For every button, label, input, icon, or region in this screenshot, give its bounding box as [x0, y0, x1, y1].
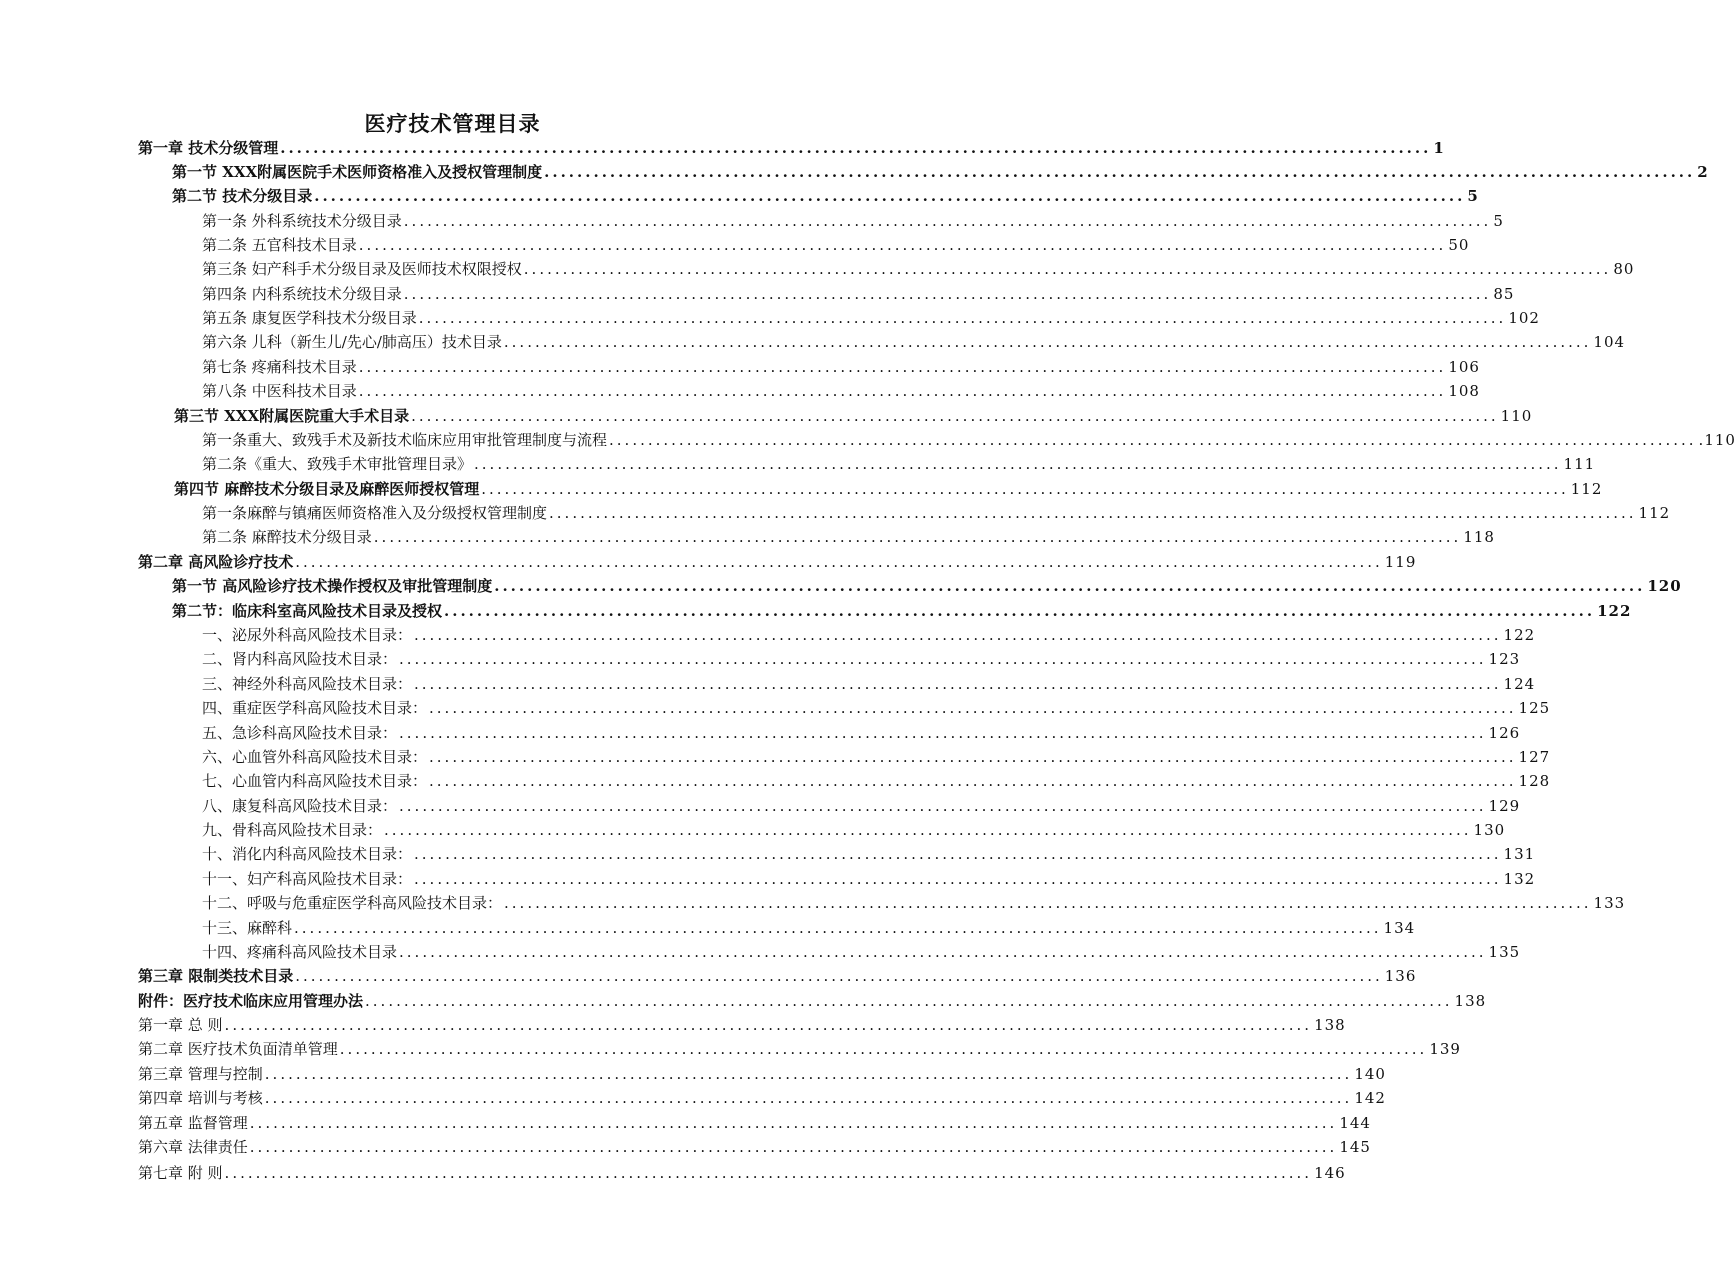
toc-article[interactable] — [202, 450, 1596, 474]
toc-dot-leader: ............................................................................................................................................ — [264, 1065, 1353, 1083]
toc-chapter-3[interactable] — [138, 962, 1417, 986]
toc-item[interactable] — [202, 670, 1536, 694]
toc-entry-label: 第五条 康复医学科技术分级目录 — [202, 309, 417, 327]
toc-dot-leader: ............................................................................................................................................ — [414, 675, 1502, 693]
toc-appendix-chapter[interactable] — [138, 1133, 1371, 1157]
toc-page-number: 122 — [1597, 602, 1632, 620]
toc-dot-leader: ............................................................................................................................................ — [249, 1114, 1338, 1132]
toc-entry-label: 第二条 五官科技术目录 — [202, 236, 357, 254]
toc-item[interactable] — [202, 816, 1506, 840]
toc-page-number: 104 — [1593, 333, 1626, 351]
toc-page-number: 85 — [1493, 285, 1515, 303]
toc-dot-leader: ............................................................................................................................................ — [609, 431, 1697, 449]
toc-entry-label: 第八条 中医科技术目录 — [202, 382, 357, 400]
toc-appendix[interactable] — [138, 987, 1487, 1011]
toc-entry-label: 六、心血管外科高风险技术目录： — [202, 748, 428, 766]
toc-dot-leader: ............................................................................................................................................ — [544, 163, 1696, 181]
toc-page-number: 139 — [1429, 1040, 1461, 1058]
toc-appendix-chapter[interactable] — [138, 1060, 1386, 1084]
toc-section-1-2[interactable] — [172, 182, 1479, 206]
toc-page-number: 130 — [1473, 821, 1506, 839]
toc-dot-leader: ............................................................................................................................................ — [339, 1040, 1428, 1058]
toc-page-number: 126 — [1488, 724, 1521, 742]
toc-entry-label: 第二节 技术分级目录 — [172, 187, 313, 205]
toc-page-number: 120 — [1647, 577, 1682, 595]
toc-dot-leader: ............................................................................................................................................ — [384, 821, 1472, 839]
toc-dot-leader: ............................................................................................................................................ — [429, 699, 1517, 717]
toc-dot-leader: ............................................................................................................................................ — [264, 1089, 1353, 1107]
toc-page-number: 102 — [1508, 309, 1540, 327]
toc-section-1-4[interactable] — [174, 475, 1603, 499]
toc-entry-label: 第五章 监督管理 — [138, 1114, 248, 1132]
toc-page-number: .110 — [1698, 431, 1736, 449]
toc-article[interactable] — [202, 207, 1504, 231]
toc-entry-label: 第三章 限制类技术目录 — [138, 967, 294, 985]
toc-page-number: 135 — [1488, 943, 1521, 961]
toc-page-number: 80 — [1613, 260, 1635, 278]
toc-entry-label: 第二条《重大、致残手术审批管理目录》 — [202, 455, 473, 473]
toc-dot-leader: ............................................................................................................................................ — [429, 772, 1517, 790]
toc-item[interactable] — [202, 840, 1536, 864]
toc-dot-leader: ............................................................................................................................................ — [295, 553, 1383, 571]
toc-page-number: 50 — [1448, 236, 1470, 254]
toc-article[interactable] — [202, 353, 1480, 377]
toc-entry-label: 第三章 管理与控制 — [138, 1065, 263, 1083]
toc-article[interactable] — [202, 304, 1540, 328]
toc-entry-label: 第二章 医疗技术负面清单管理 — [138, 1040, 338, 1058]
toc-entry-label: 第二章 高风险诊疗技术 — [138, 553, 294, 571]
toc-page-number: 111 — [1563, 455, 1596, 473]
toc-entry-label: 二、肾内科高风险技术目录： — [202, 650, 398, 668]
toc-dot-leader: ............................................................................................................................................ — [444, 602, 1596, 620]
toc-page-number: 146 — [1314, 1164, 1346, 1182]
toc-entry-label: 九、骨科高风险技术目录： — [202, 821, 383, 839]
toc-dot-leader: ............................................................................................................................................ — [294, 919, 1382, 937]
toc-page-number: 124 — [1503, 675, 1536, 693]
toc-page-number: 123 — [1488, 650, 1521, 668]
toc-appendix-chapter[interactable] — [138, 1159, 1346, 1183]
document-title: 医疗技术管理目录 — [364, 111, 541, 136]
toc-item[interactable] — [202, 914, 1416, 938]
toc-entry-label: 第七章 附 则 — [138, 1164, 223, 1182]
toc-article[interactable] — [202, 426, 1736, 450]
toc-page-number: 122 — [1503, 626, 1536, 644]
toc-entry-label: 第一章 技术分级管理 — [138, 139, 279, 157]
toc-page-number: 136 — [1384, 967, 1417, 985]
toc-dot-leader: ............................................................................................................................................ — [494, 577, 1646, 595]
toc-entry-label: 十四、疼痛科高风险技术目录 — [202, 943, 398, 961]
toc-page-number: 129 — [1488, 797, 1521, 815]
toc-dot-leader: ............................................................................................................................................ — [373, 528, 1462, 546]
toc-dot-leader: ............................................................................................................................................ — [523, 260, 1612, 278]
toc-page-number: 138 — [1454, 992, 1487, 1010]
toc-article[interactable] — [202, 328, 1626, 352]
toc-dot-leader: ............................................................................................................................................ — [418, 309, 1507, 327]
toc-dot-leader: ............................................................................................................................................ — [249, 1138, 1338, 1156]
toc-dot-leader: ............................................................................................................................................ — [403, 285, 1492, 303]
toc-page-number: 127 — [1518, 748, 1551, 766]
toc-page-number: 1 — [1433, 139, 1445, 157]
toc-dot-leader: ............................................................................................................................................ — [295, 967, 1383, 985]
toc-item[interactable] — [202, 694, 1551, 718]
toc-item[interactable] — [202, 792, 1521, 816]
toc-page-number: 106 — [1448, 358, 1480, 376]
toc-page-number: 133 — [1593, 894, 1626, 912]
toc-dot-leader: ............................................................................................................................................ — [399, 724, 1487, 742]
toc-page-number: 132 — [1503, 870, 1536, 888]
toc-dot-leader: ............................................................................................................................................ — [280, 139, 1432, 157]
toc-page-number: 131 — [1503, 845, 1536, 863]
toc-page-number: 112 — [1638, 504, 1671, 522]
toc-dot-leader: ............................................................................................................................................ — [314, 187, 1466, 205]
toc-dot-leader: ............................................................................................................................................ — [411, 407, 1499, 425]
toc-item[interactable] — [202, 889, 1626, 913]
toc-dot-leader: ............................................................................................................................................ — [365, 992, 1453, 1010]
toc-dot-leader: ............................................................................................................................................ — [403, 212, 1492, 230]
toc-entry-label: 第七条 疼痛科技术目录 — [202, 358, 357, 376]
toc-article[interactable] — [202, 499, 1671, 523]
toc-page-number: 125 — [1518, 699, 1551, 717]
toc-dot-leader: ............................................................................................................................................ — [414, 845, 1502, 863]
toc-dot-leader: ............................................................................................................................................ — [358, 236, 1447, 254]
toc-entry-label: 七、心血管内科高风险技术目录： — [202, 772, 428, 790]
toc-entry-label: 第一条麻醉与镇痛医师资格准入及分级授权管理制度 — [202, 504, 548, 522]
toc-page-number: 134 — [1383, 919, 1416, 937]
toc-dot-leader: ............................................................................................................................................ — [358, 358, 1447, 376]
toc-dot-leader: ............................................................................................................................................ — [399, 797, 1487, 815]
toc-page-number: 112 — [1570, 480, 1603, 498]
toc-appendix-chapter[interactable] — [138, 1035, 1461, 1059]
toc-entry-label: 第三条 妇产科手术分级目录及医师技术权限授权 — [202, 260, 522, 278]
toc-entry-label: 第一节 高风险诊疗技术操作授权及审批管理制度 — [172, 577, 493, 595]
toc-appendix-chapter[interactable] — [138, 1084, 1386, 1108]
toc-entry-label: 第三节 XXX附属医院重大手术目录 — [174, 407, 410, 425]
toc-page-number: 110 — [1500, 407, 1533, 425]
toc-dot-leader: ............................................................................................................................................ — [399, 943, 1487, 961]
toc-article[interactable] — [202, 280, 1515, 304]
toc-dot-leader: ............................................................................................................................................ — [414, 626, 1502, 644]
toc-article[interactable] — [202, 231, 1470, 255]
toc-page-number: 128 — [1518, 772, 1551, 790]
toc-dot-leader: ............................................................................................................................................ — [358, 382, 1447, 400]
toc-entry-label: 第一条重大、致残手术及新技术临床应用审批管理制度与流程 — [202, 431, 608, 449]
toc-page-number: 108 — [1448, 382, 1480, 400]
toc-entry-label: 第四条 内科系统技术分级目录 — [202, 285, 402, 303]
toc-entry-label: 第一章 总 则 — [138, 1016, 223, 1034]
toc-page-number: 144 — [1339, 1114, 1371, 1132]
toc-entry-label: 八、康复科高风险技术目录： — [202, 797, 398, 815]
toc-section-1-3[interactable] — [174, 402, 1533, 426]
toc-page-number: 2 — [1697, 163, 1709, 181]
toc-dot-leader: ............................................................................................................................................ — [224, 1164, 1313, 1182]
toc-page-number: 142 — [1354, 1089, 1386, 1107]
toc-page-number: 119 — [1384, 553, 1417, 571]
toc-entry-label: 五、急诊科高风险技术目录： — [202, 724, 398, 742]
toc-appendix-chapter[interactable] — [138, 1109, 1371, 1133]
toc-dot-leader: ............................................................................................................................................ — [503, 333, 1592, 351]
toc-item[interactable] — [202, 621, 1536, 645]
toc-chapter-2[interactable] — [138, 548, 1417, 572]
toc-article[interactable] — [202, 523, 1495, 547]
toc-entry-label: 十一、妇产科高风险技术目录： — [202, 870, 413, 888]
toc-page-number: 145 — [1339, 1138, 1371, 1156]
toc-item[interactable] — [202, 865, 1536, 889]
toc-entry-label: 四、重症医学科高风险技术目录： — [202, 699, 428, 717]
toc-dot-leader: ............................................................................................................................................ — [549, 504, 1637, 522]
toc-entry-label: 十二、呼吸与危重症医学科高风险技术目录： — [202, 894, 503, 912]
toc-section-2-2[interactable] — [172, 597, 1632, 621]
toc-dot-leader: ............................................................................................................................................ — [399, 650, 1487, 668]
toc-page-number: 140 — [1354, 1065, 1386, 1083]
toc-entry-label: 十三、麻醉科 — [202, 919, 293, 937]
toc-entry-label: 附件：医疗技术临床应用管理办法 — [138, 992, 364, 1010]
toc-entry-label: 第一条 外科系统技术分级目录 — [202, 212, 402, 230]
toc-chapter-1[interactable] — [138, 134, 1445, 158]
toc-entry-label: 第四节 麻醉技术分级目录及麻醉医师授权管理 — [174, 480, 480, 498]
toc-item[interactable] — [202, 719, 1521, 743]
toc-dot-leader: ............................................................................................................................................ — [224, 1016, 1313, 1034]
toc-entry-label: 第二条 麻醉技术分级目录 — [202, 528, 372, 546]
toc-entry-label: 第二节：临床科室高风险技术目录及授权 — [172, 602, 443, 620]
toc-dot-leader: ............................................................................................................................................ — [481, 480, 1569, 498]
toc-item[interactable] — [202, 938, 1521, 962]
toc-entry-label: 三、神经外科高风险技术目录： — [202, 675, 413, 693]
toc-entry-label: 第四章 培训与考核 — [138, 1089, 263, 1107]
toc-page-number: 118 — [1463, 528, 1495, 546]
toc-appendix-chapter[interactable] — [138, 1011, 1346, 1035]
toc-section-2-1[interactable] — [172, 572, 1682, 596]
toc-item[interactable] — [202, 743, 1551, 767]
toc-entry-label: 第六条 儿科（新生儿/先心/肺高压）技术目录 — [202, 333, 502, 351]
toc-dot-leader: ............................................................................................................................................ — [429, 748, 1517, 766]
toc-section-1-1[interactable] — [172, 158, 1709, 182]
toc-dot-leader: ............................................................................................................................................ — [474, 455, 1562, 473]
toc-entry-label: 第一节 XXX附属医院手术医师资格准入及授权管理制度 — [172, 163, 543, 181]
toc-item[interactable] — [202, 645, 1521, 669]
toc-item[interactable] — [202, 767, 1551, 791]
toc-dot-leader: ............................................................................................................................................ — [414, 870, 1502, 888]
toc-page-number: 138 — [1314, 1016, 1346, 1034]
toc-entry-label: 十、消化内科高风险技术目录： — [202, 845, 413, 863]
toc-entry-label: 一、泌尿外科高风险技术目录： — [202, 626, 413, 644]
toc-article[interactable] — [202, 255, 1635, 279]
toc-article[interactable] — [202, 377, 1480, 401]
toc-page-number: 5 — [1493, 212, 1504, 230]
toc-entry-label: 第六章 法律责任 — [138, 1138, 248, 1156]
toc-dot-leader: ............................................................................................................................................ — [504, 894, 1592, 912]
toc-page-number: 5 — [1467, 187, 1479, 205]
